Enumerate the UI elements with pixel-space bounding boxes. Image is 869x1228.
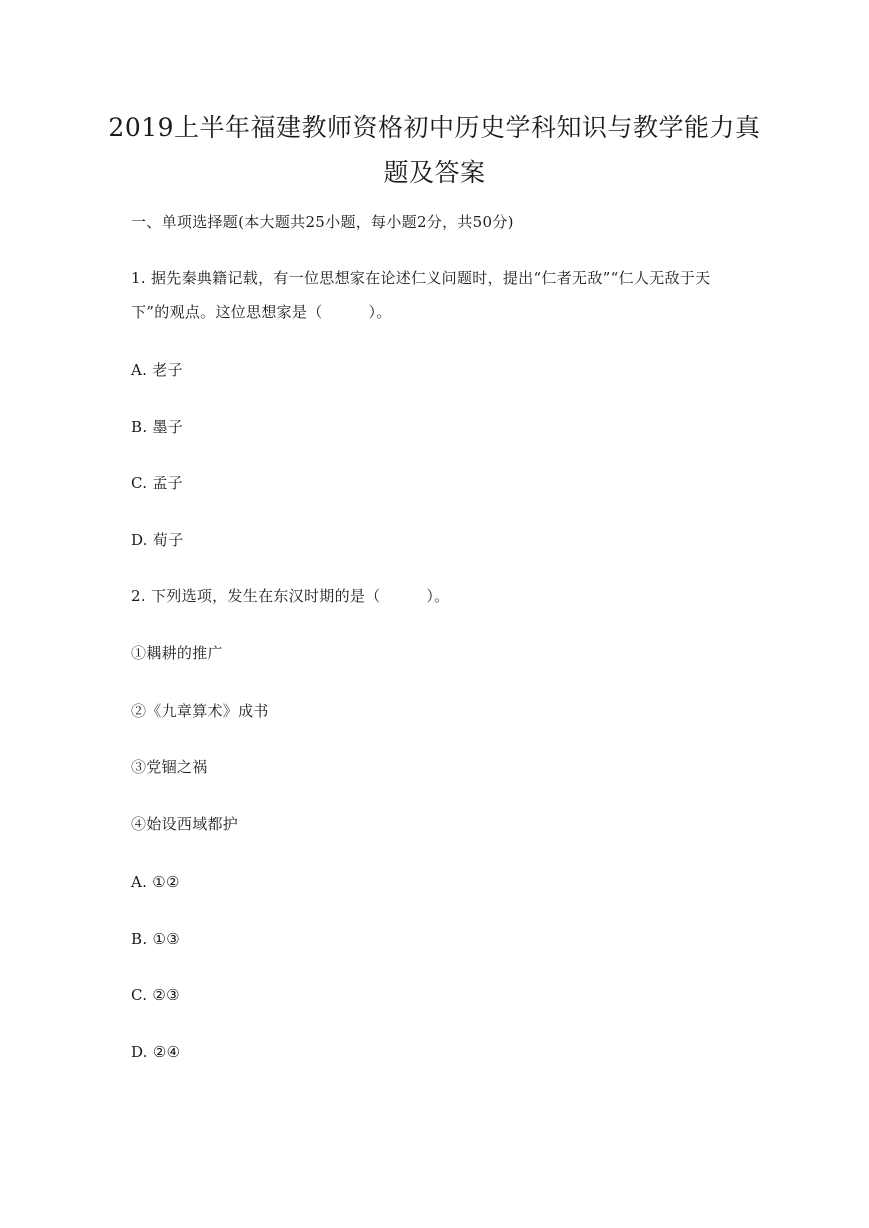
question-2-stem: 2. 下列选项，发生在东汉时期的是（ ）。 bbox=[131, 587, 450, 605]
question-1-stem-line-1: 1. 据先秦典籍记载，有一位思想家在论述仁义问题时，提出“仁者无敌”“仁人无敌于天 bbox=[131, 269, 711, 287]
question-2-statement-3: ③党锢之祸 bbox=[131, 758, 208, 776]
document-title-line-1: 2019上半年福建教师资格初中历史学科知识与教学能力真 bbox=[108, 113, 761, 142]
question-2-option-a: A. ①② bbox=[131, 873, 180, 891]
question-2-option-b: B. ①③ bbox=[131, 930, 180, 948]
question-1-option-d: D. 荀子 bbox=[131, 531, 184, 549]
question-1-option-b: B. 墨子 bbox=[131, 418, 184, 436]
question-1-option-c: C. 孟子 bbox=[131, 474, 183, 492]
question-2-option-c: C. ②③ bbox=[131, 986, 180, 1004]
section-heading: 一、单项选择题(本大题共25小题，每小题2分，共50分) bbox=[131, 213, 514, 231]
question-2-statement-2: ②《九章算术》成书 bbox=[131, 702, 269, 720]
question-1-option-a: A. 老子 bbox=[131, 361, 183, 379]
question-1-stem-line-2: 下”的观点。这位思想家是（ ）。 bbox=[131, 303, 392, 321]
question-2-option-d: D. ②④ bbox=[131, 1043, 181, 1061]
document-title-line-2: 题及答案 bbox=[383, 158, 486, 187]
question-2-statement-4: ④始设西域都护 bbox=[131, 815, 239, 833]
question-2-statement-1: ①耦耕的推广 bbox=[131, 644, 223, 662]
